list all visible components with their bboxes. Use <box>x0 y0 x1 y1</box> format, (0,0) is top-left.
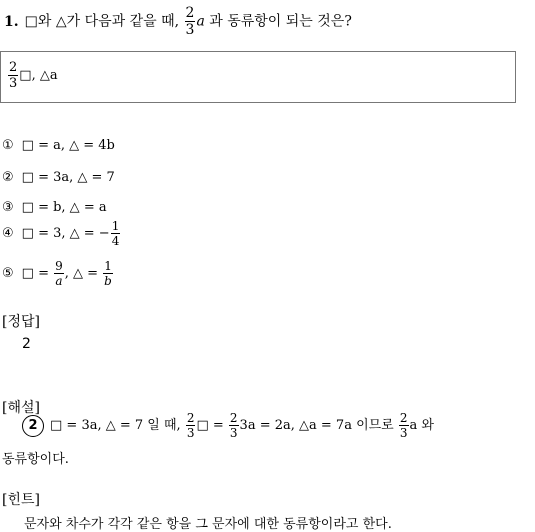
fraction-denominator: b <box>104 274 112 288</box>
option-number: ① <box>2 138 14 153</box>
circled-number: 2 <box>22 415 44 437</box>
option-text: □ = 3a, △ = 7 <box>21 170 115 185</box>
solution-line-2: 동류항이다. <box>2 452 69 467</box>
solution-fraction-2 <box>229 412 239 439</box>
option-fraction-1 <box>54 260 64 287</box>
box-fraction <box>8 61 18 90</box>
box-content <box>7 61 58 90</box>
hint-text: 문자와 차수가 각각 같은 항을 그 문자에 대한 동류항이라고 한다. <box>24 517 392 532</box>
question-text-before: □와 △가 다음과 같을 때, <box>24 13 180 30</box>
option-text: □ = b, △ = a <box>21 200 107 215</box>
fraction-denominator: a <box>55 274 63 288</box>
fraction-numerator: 1 <box>104 259 112 273</box>
fraction-numerator: 2 <box>185 5 195 21</box>
option-text: □ = a, △ = 4b <box>21 138 115 153</box>
question-fraction <box>185 6 196 37</box>
option-number: ③ <box>2 200 14 215</box>
answer-label: [정답] <box>2 314 40 330</box>
fraction-numerator: 9 <box>55 259 63 273</box>
solution-label: [해설] <box>2 400 40 416</box>
solution-part-2: □ = <box>196 418 224 433</box>
solution-fraction-1 <box>186 412 196 439</box>
option-fraction <box>111 220 121 247</box>
fraction-denominator: 3 <box>229 426 238 440</box>
fraction-numerator: 2 <box>186 411 195 425</box>
option-text-b: , △ = <box>64 266 99 281</box>
solution-part-1: □ = 3a, △ = 7 일 때, <box>50 418 181 433</box>
fraction-denominator: 3 <box>399 426 408 440</box>
solution-part-4: a 와 <box>409 418 434 433</box>
box-expression: □, △a <box>19 68 58 83</box>
option-text: □ = 3, △ = − <box>21 226 110 241</box>
solution-fraction-3 <box>399 412 409 439</box>
fraction-numerator: 2 <box>229 411 238 425</box>
question-line <box>4 6 352 37</box>
option-number: ② <box>2 170 14 185</box>
question-text-after: 과 동류항이 되는 것은? <box>209 13 352 30</box>
solution-part-3: 3a = 2a, △a = 7a 이므로 <box>239 418 394 433</box>
answer-value: 2 <box>22 336 31 352</box>
fraction-denominator: 4 <box>111 234 120 248</box>
option-3[interactable] <box>2 200 107 215</box>
option-1[interactable] <box>2 138 115 153</box>
option-2[interactable] <box>2 170 115 185</box>
option-4[interactable] <box>2 220 121 247</box>
option-number: ⑤ <box>2 266 14 281</box>
fraction-denominator: 3 <box>186 426 195 440</box>
fraction-numerator: 2 <box>399 411 408 425</box>
fraction-denominator: 3 <box>185 22 195 38</box>
option-text: □ = <box>21 266 49 281</box>
fraction-denominator: 3 <box>9 76 18 91</box>
question-number: 1. <box>4 13 19 30</box>
option-5[interactable] <box>2 260 114 287</box>
hint-label: [힌트] <box>2 492 40 508</box>
given-expression-box <box>0 51 516 103</box>
question-variable: a <box>196 13 205 30</box>
solution-line-1 <box>2 409 532 443</box>
option-number: ④ <box>2 226 14 241</box>
fraction-numerator: 2 <box>9 60 18 75</box>
option-fraction-2 <box>103 260 113 287</box>
fraction-numerator: 1 <box>111 219 120 233</box>
